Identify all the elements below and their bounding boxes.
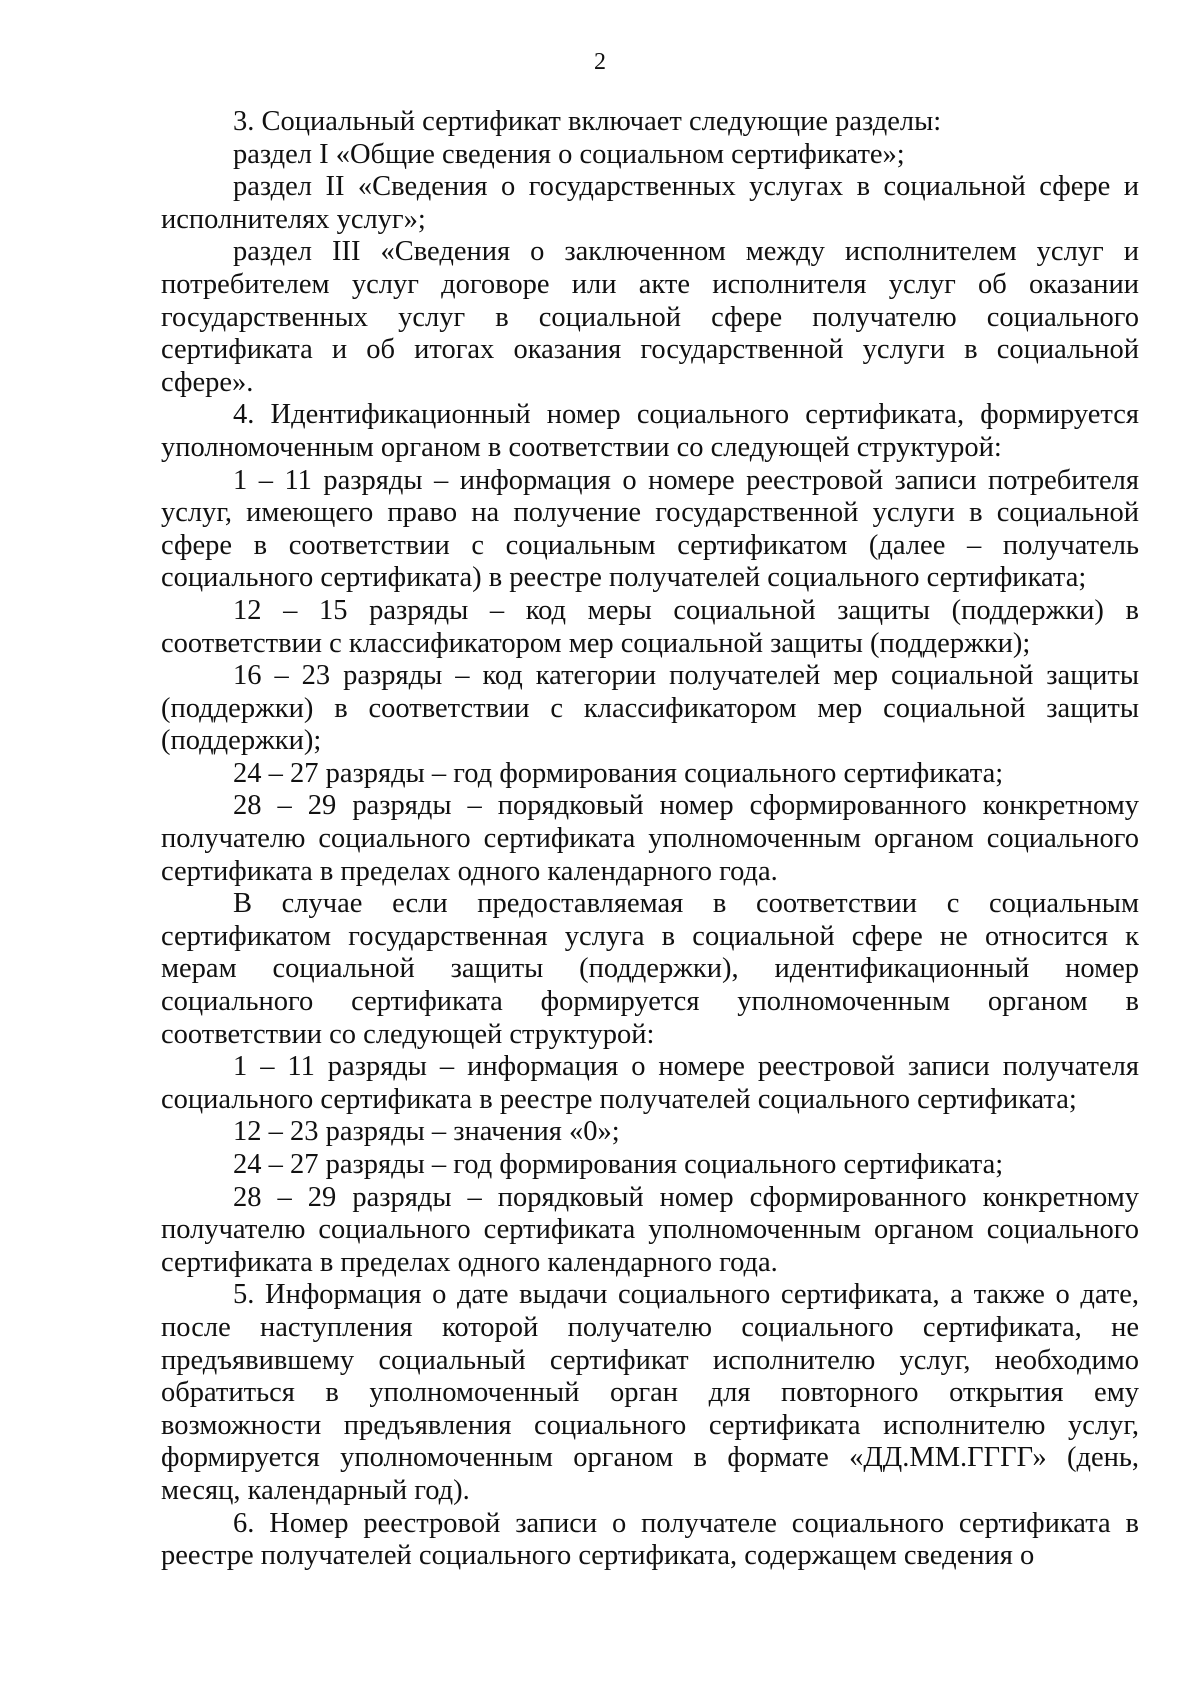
paragraph-digits-1-11: 1 – 11 разряды – информация о номере реестровой записи потребителя услуг, имеющего право на получение государственной услуги в социальной сфере в соответствии с социальным сертификатом (далее – получатель социального сертификата) в реестре получателей социального сертификата; <box>161 464 1139 594</box>
paragraph-digits-24-27: 24 – 27 разряды – год формирования социального сертификата; <box>233 757 1004 789</box>
paragraph-id-number-intro: 4. Идентификационный номер социального сертификата, формируется уполномоченным органом в соответствии со следующей структурой: <box>161 399 1139 463</box>
page-number: 2 <box>594 49 606 75</box>
paragraph-digits-28-29: 28 – 29 разряды – порядковый номер сформированного конкретному получателю социального сертификата уполномоченным органом социального сертификата в пределах одного календарного года. <box>161 790 1139 887</box>
paragraph-section-1: раздел I «Общие сведения о социальном сертификате»; <box>233 138 905 170</box>
paragraph-digits-16-23: 16 – 23 разряды – код категории получателей мер социальной защиты (поддержки) в соответствии с классификатором мер социальной защиты (поддержки); <box>161 660 1139 757</box>
paragraph-alternative-structure: В случае если предоставляемая в соответствии с социальным сертификатом государственная услуга в социальной сфере не относится к мерам социальной защиты (поддержки), идентификационный номер социального сертификата формируется уполномоченным органом в соответствии со следующей структурой: <box>161 888 1139 1050</box>
paragraph-digits-12-15: 12 – 15 разряды – код меры социальной защиты (поддержки) в соответствии с классификатором мер социальной защиты (поддержки); <box>161 594 1139 659</box>
paragraph-section-3: раздел III «Сведения о заключенном между исполнителем услуг и потребителем услуг договоре или акте исполнителя услуг об оказании государственных услуг в социальной сфере получателю социального сертификата и об итогах оказания государственной услуги в социальной сфере». <box>161 236 1139 398</box>
paragraph-alt-digits-28-29: 28 – 29 разряды – порядковый номер сформированного конкретному получателю социального сертификата уполномоченным органом социального сертификата в пределах одного календарного года. <box>161 1181 1139 1278</box>
paragraph-registry-record: 6. Номер реестровой записи о получателе социального сертификата в реестре получателей социального сертификата, содержащем сведения о <box>161 1507 1139 1572</box>
paragraph-sections-intro: 3. Социальный сертификат включает следующие разделы: <box>233 106 942 137</box>
paragraph-issue-date: 5. Информация о дате выдачи социального сертификата, а также о дате, после наступления которой получателю социального сертификата, не предъявившему социальный сертификат исполнителю услуг, необходимо обратиться в уполномоченный орган для повторного открытия ему возможности предъявления социального сертификата исполнителю услуг, формируется уполномоченным органом в формате «ДД.ММ.ГГГГ» (день, месяц, календарный год). <box>161 1279 1139 1506</box>
paragraph-alt-digits-1-11: 1 – 11 разряды – информация о номере реестровой записи получателя социального сертификата в реестре получателей социального сертификата; <box>161 1051 1139 1115</box>
paragraph-alt-digits-12-23: 12 – 23 разряды – значения «0»; <box>233 1116 620 1148</box>
document-body <box>161 106 1139 1573</box>
paragraph-alt-digits-24-27: 24 – 27 разряды – год формирования социального сертификата; <box>233 1149 1004 1180</box>
paragraph-section-2: раздел II «Сведения о государственных услугах в социальной сфере и исполнителях услуг»; <box>161 171 1139 235</box>
